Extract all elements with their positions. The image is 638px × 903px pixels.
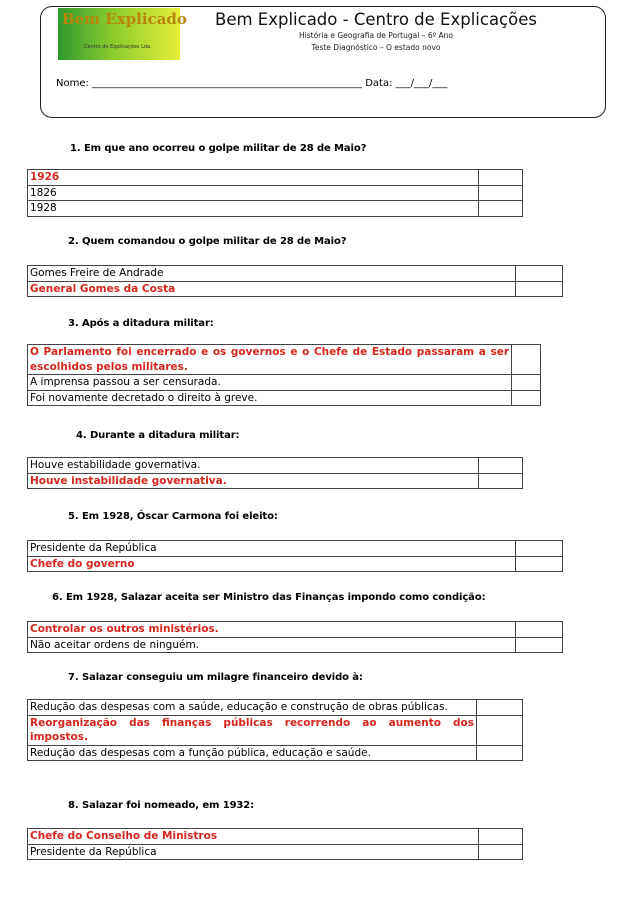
question-2-options [27, 265, 563, 297]
question-3-options [27, 344, 541, 406]
option-row [28, 390, 541, 406]
answer-box[interactable] [512, 390, 541, 406]
answer-box[interactable] [477, 745, 523, 761]
logo-text: Bem Explicado [62, 10, 187, 28]
question-8-title: 8. Salazar foi nomeado, em 1932: [68, 800, 255, 811]
option-text: Gomes Freire de Andrade [28, 266, 516, 282]
option-row [28, 715, 523, 745]
question-7-options [27, 699, 523, 761]
option-text: Houve estabilidade governativa. [28, 458, 479, 474]
option-text: Redução das despesas com a função pública, educação e saúde. [28, 745, 477, 761]
answer-box[interactable] [516, 266, 563, 282]
answer-box[interactable] [479, 185, 523, 201]
question-6-options [27, 621, 563, 653]
page-title: Bem Explicado - Centro de Explicações [215, 10, 537, 29]
option-text: Presidente da República [28, 541, 516, 557]
option-row [28, 829, 523, 845]
answer-box[interactable] [479, 458, 523, 474]
option-row [28, 745, 523, 761]
option-row [28, 185, 523, 201]
answer-box[interactable] [516, 556, 563, 572]
question-5-title: 5. Em 1928, Óscar Carmona foi eleito: [68, 511, 278, 522]
answer-box[interactable] [479, 170, 523, 186]
name-date-line: Nome: ______________________________________________________ Data: ___/___/___ [56, 78, 448, 89]
option-row [28, 637, 563, 653]
subtitle-subject: História e Geografia de Portugal – 6º Ano [299, 31, 453, 40]
answer-box[interactable] [479, 473, 523, 489]
option-row [28, 700, 523, 716]
logo-subtext: Centro de Explicações Lda. [84, 44, 152, 50]
option-text: Não aceitar ordens de ninguém. [28, 637, 516, 653]
answer-box[interactable] [477, 715, 523, 745]
question-6-title: 6. Em 1928, Salazar aceita ser Ministro das Finanças impondo como condição: [52, 592, 486, 603]
option-text: 1826 [28, 185, 479, 201]
question-2-title: 2. Quem comandou o golpe militar de 28 de Maio? [68, 236, 347, 247]
option-row [28, 556, 563, 572]
option-row [28, 201, 523, 217]
question-5-options [27, 540, 563, 572]
option-text: Reorganização das finanças públicas recorrendo ao aumento dos impostos. [28, 715, 477, 745]
answer-box[interactable] [479, 829, 523, 845]
option-text: General Gomes da Costa [28, 281, 516, 297]
answer-box[interactable] [512, 375, 541, 391]
answer-box[interactable] [516, 281, 563, 297]
option-text: Chefe do governo [28, 556, 516, 572]
option-row [28, 375, 541, 391]
question-1-title: 1. Em que ano ocorreu o golpe militar de 28 de Maio? [70, 143, 367, 154]
option-text: 1926 [28, 170, 479, 186]
answer-box[interactable] [512, 345, 541, 375]
option-text: Chefe do Conselho de Ministros [28, 829, 479, 845]
option-row [28, 281, 563, 297]
option-text: Presidente da República [28, 844, 479, 860]
answer-box[interactable] [516, 541, 563, 557]
option-row [28, 266, 563, 282]
option-text: Houve instabilidade governativa. [28, 473, 479, 489]
subtitle-test: Teste Diagnóstico – O estado novo [311, 43, 441, 52]
answer-box[interactable] [516, 622, 563, 638]
option-row [28, 541, 563, 557]
question-4-options [27, 457, 523, 489]
question-3-title: 3. Após a ditadura militar: [68, 318, 214, 329]
answer-box[interactable] [516, 637, 563, 653]
option-row [28, 473, 523, 489]
option-text: Controlar os outros ministérios. [28, 622, 516, 638]
question-1-options [27, 169, 523, 217]
question-8-options [27, 828, 523, 860]
option-text: O Parlamento foi encerrado e os governos e o Chefe de Estado passaram a ser escolhidos pelos militares. [28, 345, 512, 375]
answer-box[interactable] [479, 844, 523, 860]
answer-box[interactable] [479, 201, 523, 217]
option-row [28, 170, 523, 186]
option-row [28, 622, 563, 638]
option-text: A imprensa passou a ser censurada. [28, 375, 512, 391]
option-row [28, 345, 541, 375]
question-7-title: 7. Salazar conseguiu um milagre financeiro devido à: [68, 672, 363, 683]
option-row [28, 844, 523, 860]
question-4-title: 4. Durante a ditadura militar: [76, 430, 240, 441]
option-text: Foi novamente decretado o direito à greve. [28, 390, 512, 406]
option-row [28, 458, 523, 474]
option-text: 1928 [28, 201, 479, 217]
option-text: Redução das despesas com a saúde, educação e construção de obras públicas. [28, 700, 477, 716]
logo [58, 8, 187, 60]
answer-box[interactable] [477, 700, 523, 716]
